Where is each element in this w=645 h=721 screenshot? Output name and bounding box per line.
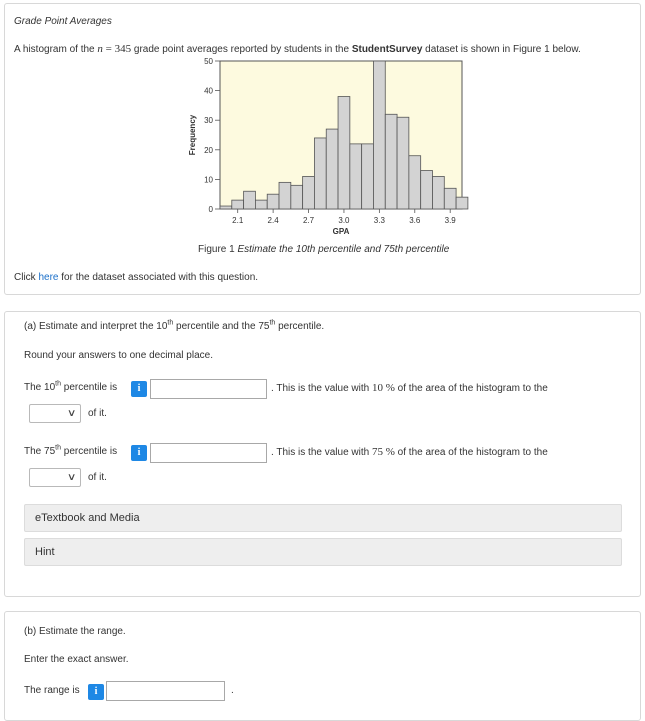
q1-end: of it. — [88, 408, 107, 419]
y-tick-label: 0 — [208, 205, 213, 214]
histogram-bar — [421, 171, 433, 209]
range-info-icon[interactable]: i — [88, 684, 104, 700]
histogram-bar — [255, 200, 267, 209]
q2-input[interactable] — [150, 443, 267, 463]
range-input[interactable] — [106, 681, 225, 701]
dataset-name: StudentSurvey — [351, 44, 423, 55]
q2-info-icon[interactable]: i — [131, 445, 147, 461]
q2-direction-select[interactable] — [29, 468, 81, 487]
q1-info-icon[interactable]: i — [131, 381, 147, 397]
x-tick-label: 2.7 — [302, 216, 315, 225]
x-tick-label: 2.4 — [267, 216, 279, 225]
dataset-link[interactable]: here — [38, 272, 59, 283]
etextbook-button[interactable]: eTextbook and Media — [24, 504, 622, 532]
histogram-bar — [220, 206, 232, 209]
q2-label: The 75th percentile is — [24, 444, 118, 457]
problem-intro: A histogram of the n = 345 grade point averages reported by students in the StudentSurvey dataset is shown in Figure 1 below. — [14, 43, 581, 55]
x-tick-label: 3.9 — [444, 216, 456, 225]
histogram-bar — [456, 197, 468, 209]
chevron-down-icon: ∨ — [66, 472, 77, 483]
q1-label: The 10th percentile is — [24, 380, 118, 393]
y-tick-label: 10 — [204, 175, 213, 185]
histogram-bar — [373, 61, 385, 209]
range-end: . — [231, 685, 234, 696]
part-a-card — [4, 311, 641, 597]
q2-end: of it. — [88, 472, 107, 483]
q1-input[interactable] — [150, 379, 267, 399]
histogram-bar — [303, 176, 315, 209]
histogram-bar — [232, 200, 244, 209]
problem-card — [4, 3, 641, 295]
histogram-bar — [244, 191, 256, 209]
y-tick-label: 20 — [204, 145, 213, 155]
y-tick-label: 40 — [204, 86, 213, 96]
q1-explanation: . This is the value with 10 % of the area of the histogram to the — [271, 382, 548, 394]
histogram-bar — [326, 129, 338, 209]
dataset-link-line: Click here for the dataset associated with this question. — [14, 272, 259, 283]
part-b-instruction: Enter the exact answer. — [24, 654, 129, 665]
part-a-heading: (a) Estimate and interpret the 10th percentile and the 75th percentile. — [24, 319, 325, 332]
histogram-bar — [444, 188, 456, 209]
part-b-heading: (b) Estimate the range. — [24, 626, 126, 637]
part-a-instruction: Round your answers to one decimal place. — [24, 350, 213, 361]
histogram-bar — [362, 144, 374, 209]
histogram-bar — [291, 185, 303, 209]
problem-title: Grade Point Averages — [14, 16, 112, 27]
x-axis — [232, 209, 456, 225]
y-tick-label: 50 — [204, 58, 213, 66]
x-tick-label: 2.1 — [232, 216, 244, 225]
histogram-bar — [350, 144, 362, 209]
histogram-bar — [314, 138, 326, 209]
histogram-chart — [175, 58, 475, 236]
x-axis-label: GPA — [332, 227, 350, 236]
histogram-bar — [385, 114, 397, 209]
chevron-down-icon: ∨ — [66, 408, 77, 419]
q1-direction-select[interactable] — [29, 404, 81, 423]
hint-button[interactable]: Hint — [24, 538, 622, 566]
histogram-bar — [409, 156, 421, 209]
y-tick-label: 30 — [204, 116, 213, 126]
part-b-card — [4, 611, 641, 721]
y-axis — [204, 58, 220, 214]
range-label: The range is — [24, 685, 80, 696]
histogram-bar — [338, 97, 350, 209]
histogram-bar — [432, 176, 444, 209]
histogram-bar — [397, 117, 409, 209]
y-axis-label: Frequency — [188, 114, 197, 156]
figure-caption: Figure 1 Estimate the 10th percentile and 75th percentile — [198, 244, 450, 255]
x-tick-label: 3.0 — [338, 216, 350, 225]
histogram-bar — [267, 194, 279, 209]
q2-explanation: . This is the value with 75 % of the area of the histogram to the — [271, 446, 548, 458]
x-tick-label: 3.6 — [409, 216, 421, 225]
x-tick-label: 3.3 — [373, 216, 385, 225]
histogram-bar — [279, 182, 291, 209]
